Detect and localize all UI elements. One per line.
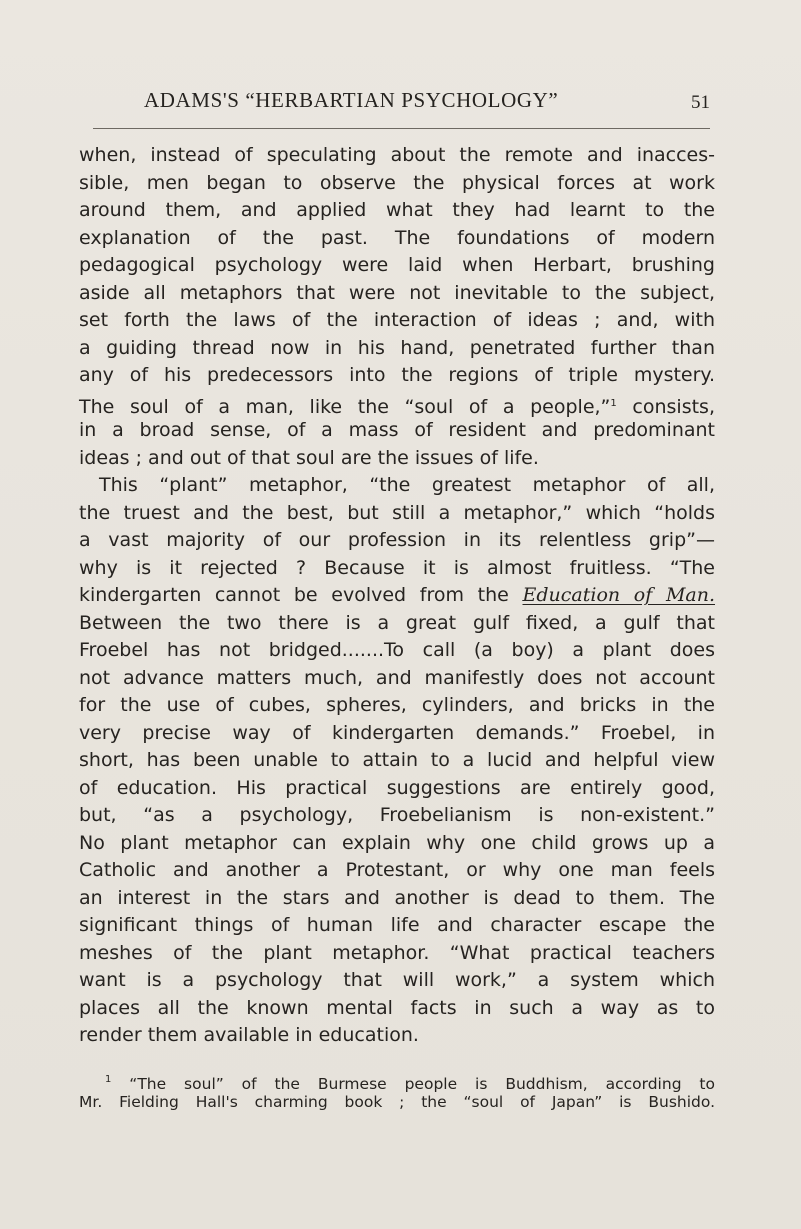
text-line: around them, and applied what they had learnt to the (79, 199, 715, 221)
text-line: an interest in the stars and another is dead to them. The (79, 886, 715, 909)
footnote-line (79, 1068, 715, 1091)
text-line: Between the two there is a great gulf fixed, a gulf that (79, 611, 715, 634)
text-line: meshes of the plant metaphor. “What practical teachers (79, 941, 715, 964)
text-line: Froebel has not bridged.......To call (a boy) a plant does (79, 639, 715, 661)
text-line: any of his predecessors into the regions of triple mystery. (79, 364, 715, 386)
text-line: in a broad sense, of a mass of resident and predominant (79, 419, 715, 441)
text-line: Catholic and another a Protestant, or why one man feels (79, 859, 715, 881)
text-line: short, has been unable to attain to a lucid and helpful view (79, 749, 715, 771)
body-text (79, 142, 715, 1050)
text-line: This “plant” metaphor, “the greatest metaphor of all, (99, 474, 715, 496)
text-line: a vast majority of our profession in its relentless grip”— (79, 529, 715, 551)
text-fragment: “The soul” of the Burmese people is Buddhism, according to (129, 1075, 715, 1093)
footnote-reference: 1 (610, 397, 617, 409)
text-line: set forth the laws of the interaction of ideas ; and, with (79, 309, 715, 331)
footnote (79, 1068, 715, 1114)
text-line: the truest and the best, but still a metaphor,” which “holds (79, 501, 715, 524)
text-line: for the use of cubes, spheres, cylinders, and bricks in the (79, 694, 715, 716)
text-line-with-footnote-ref (79, 390, 715, 418)
text-line: very precise way of kindergarten demands.” Froebel, in (79, 721, 715, 744)
text-line: pedagogical psychology were laid when Herbart, brushing (79, 254, 715, 276)
text-line: want is a psychology that will work,” a system which (79, 969, 715, 991)
footnote-line: Mr. Fielding Hall's charming book ; the “soul of Japan” is Bushido. (79, 1093, 715, 1111)
text-line: render them available in education. (79, 1024, 419, 1046)
text-line: why is it rejected ? Because it is almost fruitless. “The (79, 556, 715, 579)
header-rule (93, 128, 710, 129)
book-title: Education of Man. (522, 584, 715, 606)
running-head: ADAMS'S “HERBARTIAN PSYCHOLOGY” (144, 88, 559, 112)
text-fragment: consists, (616, 395, 715, 418)
text-line: of education. His practical suggestions are entirely good, (79, 776, 715, 799)
footnote-marker: 1 (105, 1074, 112, 1085)
text-fragment: The soul of a man, like the “soul of a people,” (79, 395, 611, 418)
text-line: No plant metaphor can explain why one child grows up a (79, 831, 715, 854)
text-line: but, “as a psychology, Froebelianism is non-existent.” (79, 804, 715, 826)
text-fragment: kindergarten cannot be evolved from the (79, 584, 509, 606)
text-line: ideas ; and out of that soul are the issues of life. (79, 446, 539, 469)
text-line: places all the known mental facts in such a way as to (79, 996, 715, 1019)
text-line: significant things of human life and character escape the (79, 914, 715, 936)
text-line-with-title (79, 582, 715, 610)
text-line: not advance matters much, and manifestly does not account (79, 666, 715, 689)
text-line: explanation of the past. The foundations of modern (79, 226, 715, 249)
text-line: aside all metaphors that were not inevitable to the subject, (79, 281, 715, 304)
text-line: a guiding thread now in his hand, penetrated further than (79, 336, 715, 359)
text-line: sible, men began to observe the physical forces at work (79, 171, 715, 194)
page-header (92, 88, 710, 118)
page-number: 51 (691, 92, 710, 113)
text-line: when, instead of speculating about the remote and inacces- (79, 144, 715, 166)
